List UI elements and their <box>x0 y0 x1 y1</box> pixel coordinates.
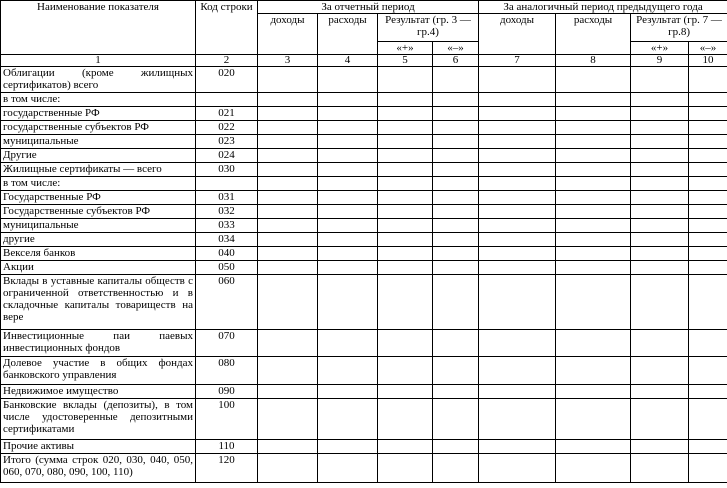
header-result-previous: Результат (гр. 7 — гр.8) <box>631 14 727 42</box>
indicator-name: муниципальные <box>1 135 196 149</box>
header-income-current: доходы <box>258 14 318 55</box>
value-cell <box>556 233 631 247</box>
value-cell <box>318 107 378 121</box>
header-expenses-current: расходы <box>318 14 378 55</box>
value-cell <box>689 149 727 163</box>
value-cell <box>556 440 631 454</box>
value-cell <box>689 399 727 440</box>
value-cell <box>689 219 727 233</box>
value-cell <box>318 67 378 93</box>
table-row <box>1 330 727 357</box>
value-cell <box>378 275 433 330</box>
value-cell <box>378 135 433 149</box>
value-cell <box>318 385 378 399</box>
value-cell <box>433 440 479 454</box>
value-cell <box>479 330 556 357</box>
value-cell <box>433 454 479 483</box>
row-code: 100 <box>196 399 258 440</box>
table-row <box>1 107 727 121</box>
value-cell <box>433 399 479 440</box>
value-cell <box>631 191 689 205</box>
row-code: 040 <box>196 247 258 261</box>
value-cell <box>258 163 318 177</box>
value-cell <box>556 93 631 107</box>
value-cell <box>479 205 556 219</box>
value-cell <box>631 399 689 440</box>
value-cell <box>689 440 727 454</box>
value-cell <box>556 261 631 275</box>
column-number: 7 <box>479 55 556 67</box>
value-cell <box>258 135 318 149</box>
table-row <box>1 275 727 330</box>
value-cell <box>258 233 318 247</box>
value-cell <box>318 247 378 261</box>
value-cell <box>631 385 689 399</box>
value-cell <box>258 149 318 163</box>
value-cell <box>318 205 378 219</box>
value-cell <box>689 233 727 247</box>
value-cell <box>318 121 378 135</box>
value-cell <box>258 454 318 483</box>
value-cell <box>318 399 378 440</box>
row-code: 024 <box>196 149 258 163</box>
value-cell <box>318 275 378 330</box>
value-cell <box>433 357 479 385</box>
value-cell <box>378 385 433 399</box>
value-cell <box>479 440 556 454</box>
row-code: 080 <box>196 357 258 385</box>
value-cell <box>318 330 378 357</box>
value-cell <box>318 440 378 454</box>
value-cell <box>556 399 631 440</box>
value-cell <box>378 357 433 385</box>
value-cell <box>631 357 689 385</box>
row-code <box>196 177 258 191</box>
header-plus-current: «+» <box>378 42 433 55</box>
value-cell <box>433 219 479 233</box>
table-row <box>1 205 727 219</box>
value-cell <box>556 67 631 93</box>
value-cell <box>556 121 631 135</box>
value-cell <box>258 205 318 219</box>
value-cell <box>479 191 556 205</box>
value-cell <box>689 454 727 483</box>
value-cell <box>318 219 378 233</box>
header-income-previous: доходы <box>479 14 556 55</box>
value-cell <box>318 163 378 177</box>
value-cell <box>378 440 433 454</box>
value-cell <box>258 191 318 205</box>
row-code <box>196 93 258 107</box>
value-cell <box>318 357 378 385</box>
row-code: 070 <box>196 330 258 357</box>
value-cell <box>556 219 631 233</box>
value-cell <box>258 330 318 357</box>
value-cell <box>258 440 318 454</box>
header-minus-current: «–» <box>433 42 479 55</box>
value-cell <box>556 275 631 330</box>
value-cell <box>258 219 318 233</box>
header-minus-previous: «–» <box>689 42 727 55</box>
value-cell <box>258 93 318 107</box>
value-cell <box>689 163 727 177</box>
indicator-name: Долевое участие в общих фондах банковского управления <box>1 357 196 385</box>
value-cell <box>433 191 479 205</box>
table-row <box>1 93 727 107</box>
table-row <box>1 261 727 275</box>
value-cell <box>378 107 433 121</box>
value-cell <box>433 149 479 163</box>
column-number: 9 <box>631 55 689 67</box>
row-code: 032 <box>196 205 258 219</box>
value-cell <box>479 177 556 191</box>
table-row <box>1 121 727 135</box>
table-row <box>1 385 727 399</box>
row-code: 031 <box>196 191 258 205</box>
indicator-name: в том числе: <box>1 177 196 191</box>
value-cell <box>556 330 631 357</box>
value-cell <box>433 163 479 177</box>
value-cell <box>479 399 556 440</box>
value-cell <box>258 357 318 385</box>
indicator-name: Акции <box>1 261 196 275</box>
value-cell <box>631 205 689 219</box>
column-numbers-row <box>1 55 727 67</box>
value-cell <box>258 121 318 135</box>
column-number: 2 <box>196 55 258 67</box>
value-cell <box>556 177 631 191</box>
value-cell <box>689 205 727 219</box>
value-cell <box>631 135 689 149</box>
value-cell <box>318 454 378 483</box>
value-cell <box>556 205 631 219</box>
row-code: 023 <box>196 135 258 149</box>
value-cell <box>631 121 689 135</box>
value-cell <box>378 261 433 275</box>
value-cell <box>433 233 479 247</box>
value-cell <box>479 135 556 149</box>
column-number: 8 <box>556 55 631 67</box>
row-code: 030 <box>196 163 258 177</box>
column-number: 1 <box>1 55 196 67</box>
row-code: 120 <box>196 454 258 483</box>
header-previous-period: За аналогичный период предыдущего года <box>479 1 727 14</box>
indicator-name: другие <box>1 233 196 247</box>
value-cell <box>556 163 631 177</box>
value-cell <box>631 261 689 275</box>
value-cell <box>556 385 631 399</box>
value-cell <box>378 399 433 440</box>
value-cell <box>318 261 378 275</box>
value-cell <box>556 191 631 205</box>
header-expenses-previous: расходы <box>556 14 631 55</box>
value-cell <box>433 67 479 93</box>
value-cell <box>378 163 433 177</box>
indicator-name: Другие <box>1 149 196 163</box>
value-cell <box>556 149 631 163</box>
row-code: 090 <box>196 385 258 399</box>
column-number: 10 <box>689 55 727 67</box>
value-cell <box>378 219 433 233</box>
value-cell <box>258 247 318 261</box>
table-row <box>1 163 727 177</box>
value-cell <box>479 275 556 330</box>
value-cell <box>433 205 479 219</box>
header-reporting-period: За отчетный период <box>258 1 479 14</box>
value-cell <box>433 177 479 191</box>
value-cell <box>556 454 631 483</box>
value-cell <box>378 330 433 357</box>
value-cell <box>631 67 689 93</box>
value-cell <box>258 107 318 121</box>
indicator-name: государственные РФ <box>1 107 196 121</box>
value-cell <box>479 385 556 399</box>
value-cell <box>378 177 433 191</box>
table-row <box>1 177 727 191</box>
table-row <box>1 247 727 261</box>
value-cell <box>631 275 689 330</box>
value-cell <box>433 107 479 121</box>
value-cell <box>631 454 689 483</box>
value-cell <box>433 247 479 261</box>
indicator-name: государственные субъектов РФ <box>1 121 196 135</box>
value-cell <box>378 191 433 205</box>
value-cell <box>689 121 727 135</box>
value-cell <box>318 135 378 149</box>
indicator-name: Итого (сумма строк 020, 030, 040, 050, 060, 070, 080, 090, 100, 110) <box>1 454 196 483</box>
value-cell <box>433 261 479 275</box>
value-cell <box>258 177 318 191</box>
value-cell <box>689 107 727 121</box>
table-row <box>1 233 727 247</box>
value-cell <box>631 163 689 177</box>
value-cell <box>479 261 556 275</box>
header-indicator-name: Наименование показателя <box>1 1 196 55</box>
header-row-code: Код строки <box>196 1 258 55</box>
value-cell <box>689 275 727 330</box>
value-cell <box>556 247 631 261</box>
indicator-name: Банковские вклады (депозиты), в том числе удостоверенные депозитными сертификатами <box>1 399 196 440</box>
table-row <box>1 399 727 440</box>
value-cell <box>631 247 689 261</box>
indicator-name: в том числе: <box>1 93 196 107</box>
value-cell <box>479 219 556 233</box>
value-cell <box>631 440 689 454</box>
value-cell <box>378 121 433 135</box>
indicator-name: Векселя банков <box>1 247 196 261</box>
value-cell <box>258 399 318 440</box>
row-code: 110 <box>196 440 258 454</box>
value-cell <box>556 135 631 149</box>
column-number: 6 <box>433 55 479 67</box>
table-row <box>1 135 727 149</box>
value-cell <box>631 177 689 191</box>
row-code: 020 <box>196 67 258 93</box>
value-cell <box>689 177 727 191</box>
value-cell <box>689 385 727 399</box>
value-cell <box>479 149 556 163</box>
indicator-name: Инвестиционные паи паевых инвестиционных фондов <box>1 330 196 357</box>
value-cell <box>433 121 479 135</box>
indicator-name: Государственные субъектов РФ <box>1 205 196 219</box>
row-code: 033 <box>196 219 258 233</box>
value-cell <box>378 247 433 261</box>
value-cell <box>433 275 479 330</box>
value-cell <box>433 135 479 149</box>
indicator-name: Вклады в уставные капиталы обществ с ограниченной ответственностью и в складочные капиталы товариществ на вере <box>1 275 196 330</box>
value-cell <box>689 261 727 275</box>
table-row <box>1 219 727 233</box>
value-cell <box>479 163 556 177</box>
value-cell <box>479 247 556 261</box>
value-cell <box>689 67 727 93</box>
value-cell <box>689 93 727 107</box>
value-cell <box>479 357 556 385</box>
value-cell <box>318 93 378 107</box>
value-cell <box>318 191 378 205</box>
table-row <box>1 440 727 454</box>
row-code: 021 <box>196 107 258 121</box>
indicator-name: Недвижимое имущество <box>1 385 196 399</box>
column-number: 3 <box>258 55 318 67</box>
value-cell <box>433 330 479 357</box>
table-row <box>1 67 727 93</box>
value-cell <box>433 93 479 107</box>
table-row <box>1 149 727 163</box>
table-row <box>1 191 727 205</box>
value-cell <box>378 205 433 219</box>
value-cell <box>689 191 727 205</box>
value-cell <box>378 233 433 247</box>
value-cell <box>631 107 689 121</box>
row-code: 050 <box>196 261 258 275</box>
value-cell <box>631 93 689 107</box>
value-cell <box>318 149 378 163</box>
value-cell <box>258 67 318 93</box>
value-cell <box>689 247 727 261</box>
value-cell <box>318 233 378 247</box>
value-cell <box>479 233 556 247</box>
value-cell <box>479 107 556 121</box>
indicator-name: Государственные РФ <box>1 191 196 205</box>
row-code: 034 <box>196 233 258 247</box>
value-cell <box>378 67 433 93</box>
indicator-name: Облигации (кроме жилищных сертификатов) всего <box>1 67 196 93</box>
value-cell <box>258 385 318 399</box>
value-cell <box>556 107 631 121</box>
row-code: 060 <box>196 275 258 330</box>
table-row <box>1 357 727 385</box>
table-row <box>1 454 727 483</box>
value-cell <box>378 93 433 107</box>
row-code: 022 <box>196 121 258 135</box>
value-cell <box>631 149 689 163</box>
header-plus-previous: «+» <box>631 42 689 55</box>
value-cell <box>479 121 556 135</box>
indicator-name: муниципальные <box>1 219 196 233</box>
header-result-current: Результат (гр. 3 — гр.4) <box>378 14 479 42</box>
value-cell <box>258 275 318 330</box>
value-cell <box>689 330 727 357</box>
value-cell <box>378 454 433 483</box>
value-cell <box>689 357 727 385</box>
column-number: 5 <box>378 55 433 67</box>
value-cell <box>479 454 556 483</box>
value-cell <box>689 135 727 149</box>
value-cell <box>631 330 689 357</box>
value-cell <box>631 233 689 247</box>
indicator-name: Прочие активы <box>1 440 196 454</box>
column-number: 4 <box>318 55 378 67</box>
value-cell <box>258 261 318 275</box>
value-cell <box>556 357 631 385</box>
value-cell <box>433 385 479 399</box>
value-cell <box>378 149 433 163</box>
value-cell <box>318 177 378 191</box>
indicator-name: Жилищные сертификаты — всего <box>1 163 196 177</box>
value-cell <box>479 93 556 107</box>
value-cell <box>479 67 556 93</box>
value-cell <box>631 219 689 233</box>
